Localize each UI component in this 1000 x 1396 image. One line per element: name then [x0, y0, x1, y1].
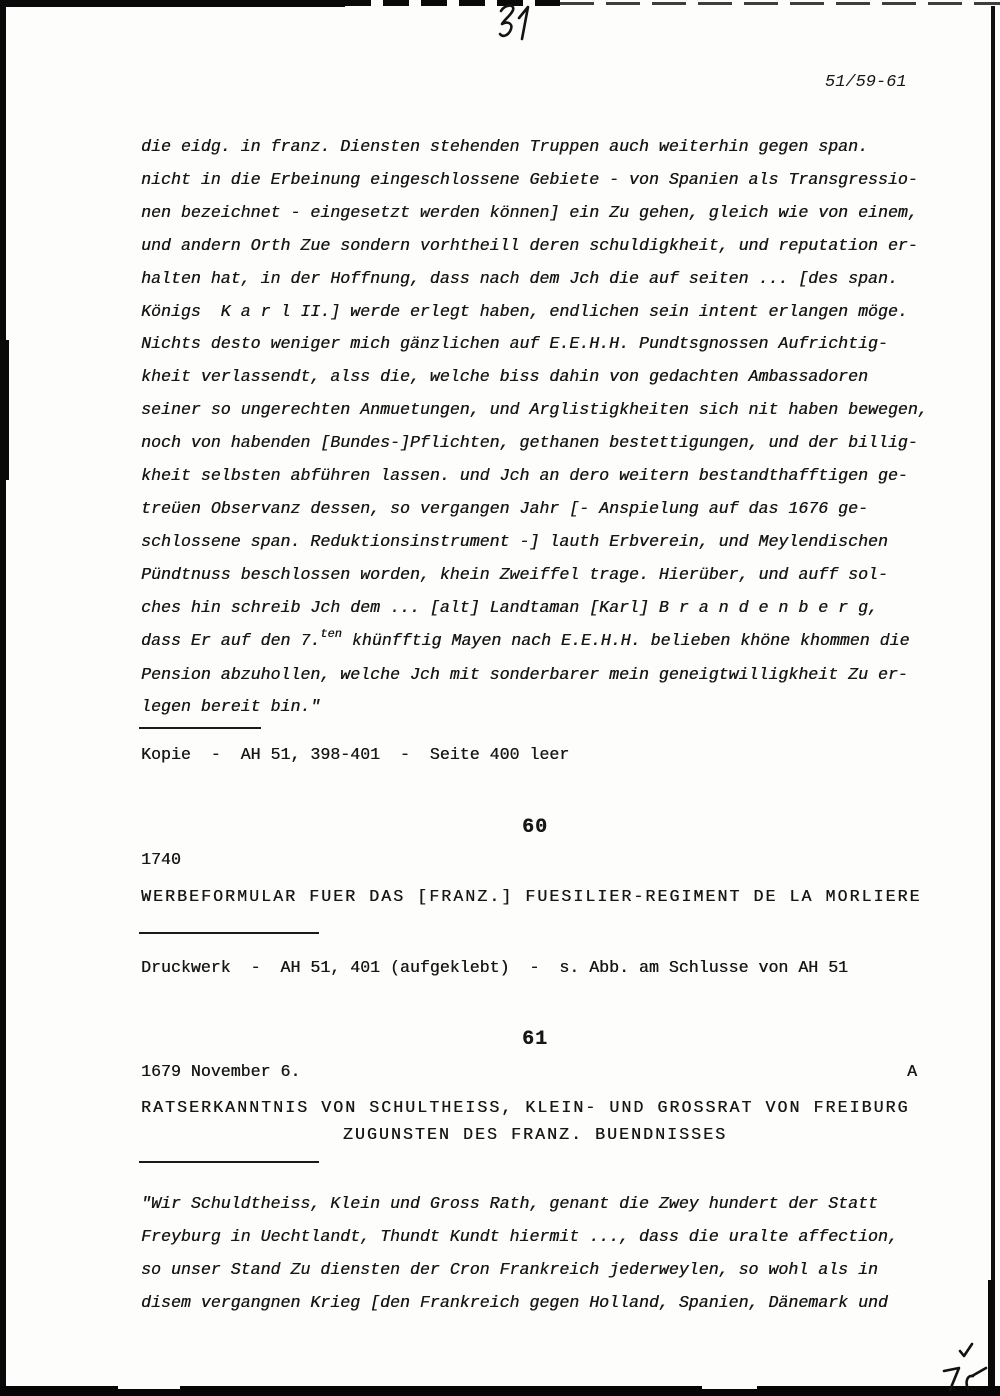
separator-rule [139, 1161, 319, 1163]
quote-line: schlossene span. Reduktionsinstrument -] lauth Erbverein, und Meylendischen [141, 531, 888, 551]
quote-line-post: khünfftig Mayen nach E.E.H.H. belieben khöne khommen die [341, 630, 910, 650]
scan-edge-left-bump [0, 340, 9, 480]
entry-59-source-line: Kopie - AH 51, 398-401 - Seite 400 leer [141, 745, 570, 764]
quote-line: nicht in die Erbeinung eingeschlossene Gebiete - von Spanien als Transgressio- [141, 169, 918, 189]
quote-line: Nichts desto weniger mich gänzlichen auf E.E.H.H. Pundtsgnossen Aufrichtig- [141, 334, 888, 354]
quote-line: halten hat, in der Hoffnung, dass nach dem Jch die auf seiten ... [des span. [141, 268, 898, 288]
scan-edge-top [0, 0, 345, 7]
quote-line: Pension abzuhollen, welche Jch mit sonderbarer mein geneigtwilligkheit Zu er- [141, 664, 908, 684]
handwritten-check-and-number [938, 1335, 996, 1393]
entry-61-date-row [141, 1061, 917, 1083]
quote-line: disem vergangnen Krieg [den Frankreich gegen Holland, Spanien, Dänemark und [141, 1292, 888, 1312]
entry-59-quote-block [141, 131, 941, 724]
quote-line: treüen Observanz dessen, so vergangen Jahr [- Anspielung auf das 1676 ge- [141, 498, 868, 518]
quote-line: Königs K a r l II.] werde erlegt haben, endlichen sein intent erlangen möge. [141, 301, 908, 321]
quote-line: nen bezeichnet - eingesetzt werden können] ein Zu gehen, gleich wie von einem, [141, 202, 918, 222]
quote-line: legen bereit bin." [141, 697, 321, 717]
entry-61-marginal-letter: A [907, 1062, 917, 1081]
scan-edge-top-dots [560, 2, 1000, 5]
separator-rule [139, 932, 319, 934]
quote-line: so unser Stand Zu diensten der Cron Frankreich jederweylen, so wohl als in [141, 1259, 878, 1279]
quote-line: seiner so ungerechten Anmuetungen, und Arglistigkheiten sich nit haben bewegen, [141, 400, 928, 420]
entry-60-source-line: Druckwerk - AH 51, 401 (aufgeklebt) - s. Abb. am Schlusse von AH 51 [141, 958, 849, 977]
quote-line: und andern Orth Zue sondern vorhtheill deren schuldigkheit, und reputation er- [141, 235, 918, 255]
entry-61-quote-block [141, 1188, 941, 1320]
separator-rule [139, 727, 261, 729]
entry-61-title-line2: ZUGUNSTEN DES FRANZ. BUENDNISSES [342, 1125, 728, 1144]
entry-60-year: 1740 [141, 850, 181, 869]
handwriting-check-number-strokes [938, 1335, 996, 1393]
quote-line: ches hin schreib Jch dem ... [alt] Landtaman [Karl] B r a n d e n b e r g, [141, 597, 878, 617]
quote-line: Pündtnuss beschlossen worden, khein Zweiffel trage. Hierüber, und auff sol- [141, 564, 888, 584]
quote-line: kheit selbsten abführen lassen. und Jch an dero weitern bestandthafftigen ge- [141, 466, 908, 486]
entry-61-date: 1679 November 6. [141, 1062, 301, 1081]
entry-60-title: WERBEFORMULAR FUER DAS [FRANZ.] FUESILIER-REGIMENT DE LA MORLIERE [141, 887, 922, 906]
quote-line: Freyburg in Uechtlandt, Thundt Kundt hiermit ..., dass die uralte affection, [141, 1226, 898, 1246]
page-reference-number: 51/59-61 [825, 73, 907, 92]
scan-edge-bottom-gap [702, 1386, 757, 1389]
scan-edge-right [991, 6, 995, 1396]
entry-61-number: 61 [521, 1028, 548, 1051]
quote-line: die eidg. in franz. Diensten stehenden Truppen auch weiterhin gegen span. [141, 137, 868, 156]
scan-edge-left [0, 0, 6, 1396]
superscript-ten: ten [320, 626, 342, 641]
handwriting-21-strokes [488, 2, 540, 48]
handwritten-folio-mark [488, 2, 540, 48]
quote-line: kheit verlassendt, alss die, welche biss dahin von gedachten Ambassadoren [141, 367, 868, 387]
entry-60-number: 60 [521, 816, 548, 839]
entry-61-title-line1: RATSERKANNTNIS VON SCHULTHEISS, KLEIN- UND GROSSRAT VON FREIBURG [141, 1098, 910, 1117]
quote-line: "Wir Schuldtheiss, Klein und Gross Rath, genant die Zwey hundert der Statt [141, 1194, 878, 1213]
quote-line-with-superscript [141, 625, 941, 659]
scan-edge-bottom-gap [118, 1386, 180, 1389]
quote-line-pre: dass Er auf den 7. [141, 630, 321, 650]
quote-line: noch von habenden [Bundes-]Pflichten, gethanen bestettigungen, und der billig- [141, 433, 918, 453]
